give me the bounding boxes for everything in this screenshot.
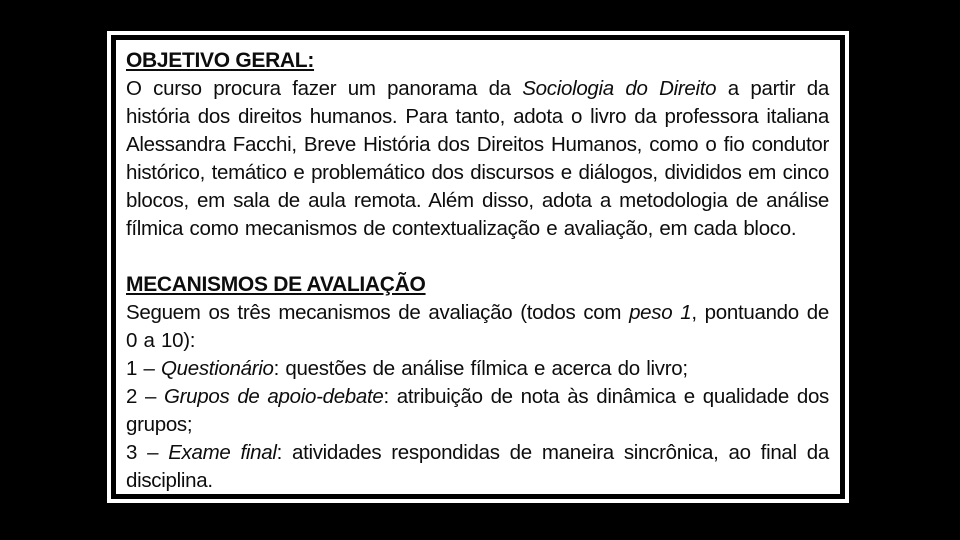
content-card [107, 31, 849, 503]
mecanismos-intro-paragraph: Seguem os três mecanismos de avaliação (todos com peso 1, pontuando de 0 a 10): [126, 301, 829, 352]
mecanismos-avaliacao-heading: MECANISMOS DE AVALIAÇÃO [126, 273, 426, 296]
mecanismo-item-2: 2 – Grupos de apoio-debate: atribuição de nota às dinâmica e qualidade dos grupos; [126, 385, 830, 436]
mecanismo-item-3: 3 – Exame final: atividades respondidas de maneira sincrônica, ao final da disciplina. [126, 441, 829, 492]
mecanismo-item-1: 1 – Questionário: questões de análise fílmica e acerca do livro; [126, 357, 688, 380]
section-objetivo-geral [126, 47, 829, 243]
objetivo-geral-heading: OBJETIVO GERAL: [126, 49, 315, 72]
section-mecanismos-avaliacao [126, 271, 829, 495]
objetivo-geral-paragraph: O curso procura fazer um panorama da Sociologia do Direito a partir da história dos direitos humanos. Para tanto, adota o livro da professora italiana Alessandra Facchi, Breve História dos Direitos Humanos, como o fio condutor histórico, temático e problemático dos discursos e diálogos, divididos em cinco blocos, em sala de aula remota. Além disso, adota a metodologia de análise fílmica como mecanismos de contextualização e avaliação, em cada bloco. [126, 77, 829, 240]
card-frame [111, 35, 845, 499]
